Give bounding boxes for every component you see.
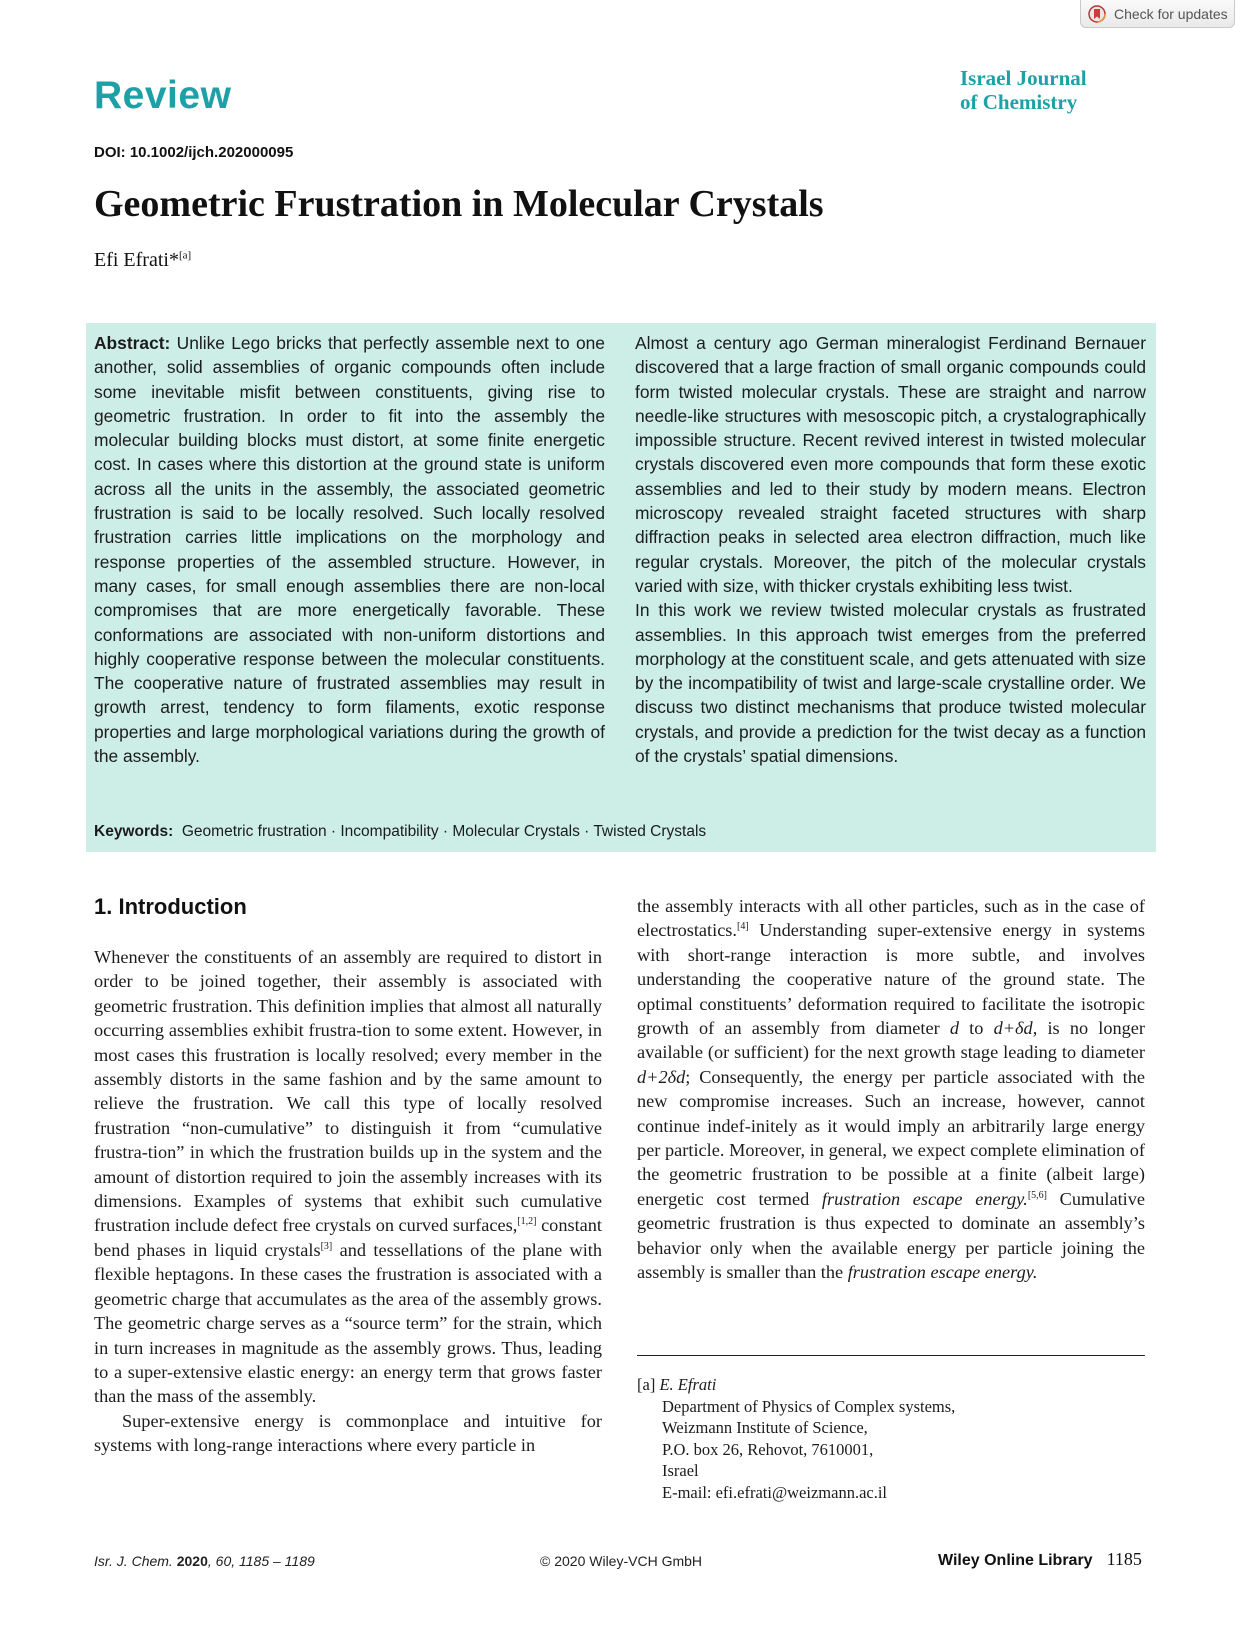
abstract-label: Abstract: [94, 333, 171, 353]
abstract-box [86, 323, 1156, 852]
intro-paragraph-2: Super-extensive energy is commonplace and intuitive for systems with long-range interactions where every particle in [94, 1410, 602, 1456]
affiliation-line: Israel [662, 1461, 699, 1480]
section-label: Review [94, 74, 232, 117]
keywords [94, 823, 706, 841]
affiliation-line: Department of Physics of Complex systems, [662, 1396, 956, 1416]
page-number: 1185 [1106, 1549, 1142, 1569]
citation-ref[interactable]: [3] [320, 1240, 333, 1252]
abstract-paragraph-2: In this work we review twisted molecular crystals as frustrated assemblies. In this approach twist emerges from the preferred morphology at the constituent scale, and gets attenuated with size by the incompatibility of twist and large-scale crystalline order. We discuss two distinct mechanisms that produce twisted molecular crystals, and provide a prediction for the twist decay as a function of the crystals’ spatial dimensions. [635, 600, 1146, 767]
author-name: Efi Efrati* [94, 249, 179, 271]
journal-name-line1: Israel Journal [960, 66, 1087, 90]
intro-paragraph-1: Whenever the constituents of an assembly are required to distort in order to be joined together, their assembly is associated with geometric frustration. This definition implies that almost all naturally occurring assemblies exhibit frustra-tion to some extent. However, in most cases this frustration is locally resolved; every member in the assembly distorts in the same fashion and by the same amount to relieve the frustration. We call this type of locally resolved frustration “non-cumulative” to distinguish it from “cumulative frustra-tion” in which the frustration builds up in the system and the amount of distortion required to join the assembly increases with its dimensions. Examples of systems that exhibit such cumulative frustration include defect free crystals on curved surfaces,[1,2] constant bend phases in liquid crystals[3] and tessellations of the plane with flexible heptagons. In these cases the frustration is associated with a geometric charge that accumulates as the area of the assembly grows. The geometric charge serves as a “source term” for the strain, which in turn increases in magnitude as the assembly grows. Thus, leading to a super-extensive elastic energy: an energy term that grows faster than the mass of the assembly. [94, 947, 602, 1407]
keywords-label: Keywords: [94, 823, 174, 840]
section-heading-introduction: 1. Introduction [94, 894, 247, 919]
abstract-text-left: Unlike Lego bricks that perfectly assemble next to one another, solid assemblies of organic compounds often include some inevitable misfit between constituents, giving rise to geometric frustration. In order to fit into the assembly the molecular building blocks must distort, at some finite energetic cost. In cases where this distortion at the ground state is uniform across all the units in the assembly, the associated geometric frustration is said to be locally resolved. Such locally resolved frustration carries little implications on the morphology and response properties of the assembled structure. However, in many cases, for small enough assemblies there are non-local compromises that are more energetically favorable. These conformations are associated with non-uniform distortions and highly cooperative response between the molecular constituents. The cooperative nature of frustrated assemblies may result in growth arrest, tendency to form filaments, exotic response properties and large morphological variations during the growth of the assembly. [94, 333, 605, 767]
footer-copyright: © 2020 Wiley-VCH GmbH [540, 1553, 703, 1569]
citation-ref[interactable]: [1,2] [517, 1216, 537, 1228]
citation-ref[interactable]: [4] [737, 921, 749, 933]
footer-volume-pages: , 60, 1185 – 1189 [207, 1553, 315, 1569]
abstract-paragraph-1: Almost a century ago German mineralogist Ferdinand Bernauer discovered that a large fraction of small organic compounds could form twisted molecular crystals. These are straight and narrow needle-like structures with mesoscopic pitch, a crystalographically impossible structure. Recent revived interest in twisted molecular crystals discovered even more compounds that form these exotic assemblies and led to their study by modern means. Electron microscopy revealed straight faceted structures with sharp diffraction peaks in selected area electron diffraction, much like regular crystals. Moreover, the pitch of the molecular crystals varied with size, with thicker crystals exhibiting less twist. [635, 333, 1146, 596]
journal-name-line2: of Chemistry [960, 90, 1078, 114]
keywords-list: Geometric frustration · Incompatibility · Molecular Crystals · Twisted Crystals [181, 823, 707, 840]
footer-year: 2020 [176, 1553, 208, 1569]
footnote-divider [637, 1355, 1145, 1356]
wiley-online-library-link[interactable]: Wiley Online Library [938, 1552, 1093, 1569]
check-updates-icon [1088, 5, 1106, 23]
footer-publisher [938, 1549, 1142, 1570]
math-expression: d+2δd [637, 1066, 686, 1087]
body-right-column [637, 894, 1145, 1285]
journal-name [960, 66, 1160, 114]
math-expression: d+δd [993, 1018, 1033, 1039]
affiliation-author: E. Efrati [659, 1375, 717, 1394]
article-title: Geometric Frustration in Molecular Crystals [94, 183, 824, 225]
math-variable: d [949, 1018, 959, 1039]
emphasis-term: frustration escape energy. [847, 1262, 1038, 1283]
footer-journal-abbr: Isr. J. Chem. [94, 1553, 173, 1569]
abstract-left-column [94, 331, 605, 768]
author [94, 249, 191, 272]
doi[interactable]: DOI: 10.1002/ijch.202000095 [94, 144, 294, 161]
intro-paragraph-2-continued: the assembly interacts with all other particles, such as in the case of electrostatics.[4] Understanding super-extensive energy in systems with short-range interaction is more subtle, and involves understanding the cooperative nature of the ground state. The optimal constituents’ deformation required to facilitate the isotropic growth of an assembly from diameter d to d+δd, is no longer available (or sufficient) for the next growth stage leading to diameter d+2δd; Consequently, the energy per particle associated with the new compromise increases. Such an increase, however, cannot continue indef-initely as it would imply an arbitrarily large energy per particle. Moreover, in general, we expect complete elimination of the geometric frustration to be possible at a finite (albeit large) energetic cost termed frustration escape energy.[5,6] Cumulative geometric frustration is thus expected to dominate an assembly’s behavior only when the available energy per particle joining the assembly is smaller than the frustration escape energy. [637, 896, 1145, 1283]
citation-ref[interactable]: [5,6] [1027, 1189, 1047, 1201]
abstract-right-column [635, 331, 1146, 768]
footer-citation [94, 1553, 315, 1569]
affiliation-email[interactable]: E-mail: efi.efrati@weizmann.ac.il [662, 1482, 888, 1502]
affiliation-line: P.O. box 26, Rehovot, 7610001, [662, 1439, 874, 1459]
affiliation-mark: [a] [637, 1375, 656, 1394]
emphasis-term: frustration escape energy. [821, 1188, 1028, 1209]
affiliation-line: Weizmann Institute of Science, [662, 1418, 868, 1437]
author-affiliation-mark: [a] [178, 249, 192, 262]
body-left-column [94, 945, 602, 1458]
check-for-updates-button[interactable] [1080, 0, 1235, 28]
check-for-updates-label: Check for updates [1114, 5, 1228, 22]
affiliation-footnote [637, 1374, 1145, 1503]
